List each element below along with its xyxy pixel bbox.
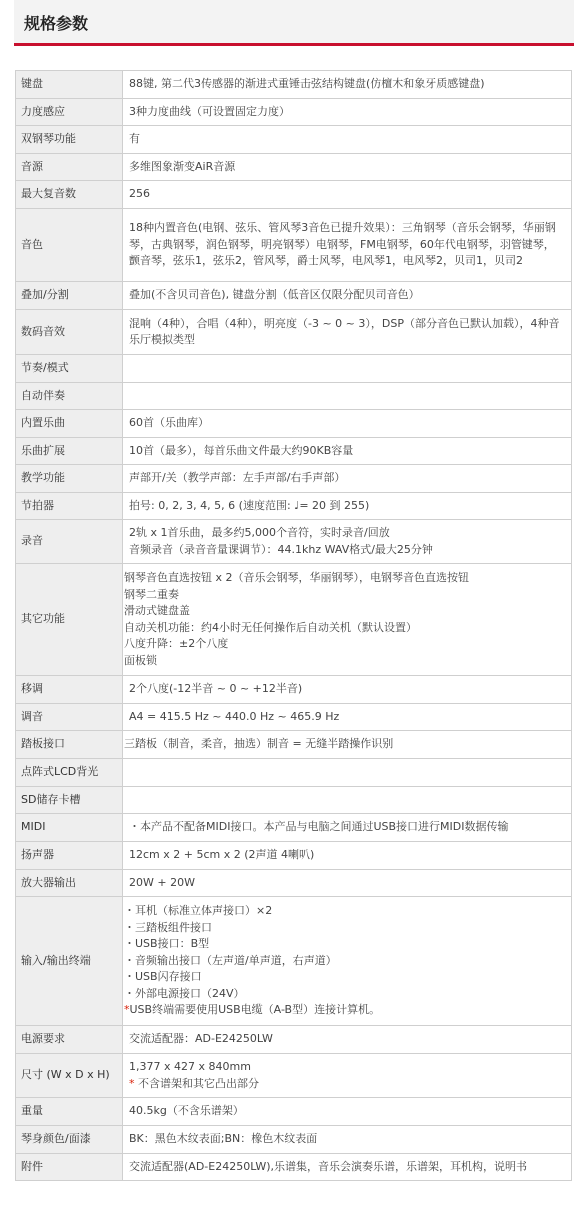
- spec-row: [16, 1026, 572, 1054]
- spec-label: 琴身颜色/面漆: [16, 1126, 123, 1154]
- spec-label: 数码音效: [16, 310, 123, 355]
- spec-label: 扬声器: [16, 842, 123, 870]
- spec-value: [123, 493, 572, 520]
- spec-value: [123, 209, 572, 282]
- spec-label: 双钢琴功能: [16, 126, 123, 154]
- spec-row: [16, 870, 572, 897]
- spec-row: [16, 1098, 572, 1126]
- spec-value: [123, 355, 572, 383]
- spec-value: [123, 181, 572, 209]
- spec-row: [16, 842, 572, 870]
- spec-value: [123, 282, 572, 310]
- spec-label: 电源要求: [16, 1026, 123, 1054]
- spec-value-line: 钢琴音色直选按钮 x 2（音乐会钢琴，华丽钢琴），电钢琴音色直选按钮: [124, 571, 469, 584]
- section-header: [14, 0, 574, 46]
- spec-row: [16, 282, 572, 310]
- spec-value-line: 交流适配器：AD-E24250LW: [129, 1032, 273, 1046]
- spec-row: [16, 1054, 572, 1098]
- spec-row: [16, 787, 572, 814]
- spec-value-line: 三踏板（制音，柔音，抽选）制音 = 无缝半踏操作识别: [124, 737, 394, 751]
- spec-label: 内置乐曲: [16, 410, 123, 438]
- spec-value: [123, 759, 572, 787]
- spec-label: 自动伴奏: [16, 383, 123, 410]
- spec-row: [16, 1126, 572, 1154]
- spec-label: SD储存卡槽: [16, 787, 123, 814]
- spec-row: [16, 520, 572, 564]
- spec-value-line: 60首（乐曲库）: [129, 416, 209, 430]
- spec-value-line: 拍号: 0, 2, 3, 4, 5, 6 (速度范围: ♩= 20 到 255): [129, 498, 370, 512]
- spec-label: 音源: [16, 154, 123, 181]
- spec-row: [16, 181, 572, 209]
- spec-row: [16, 154, 572, 181]
- spec-row: [16, 355, 572, 383]
- spec-value-line: 88键, 第二代3传感器的渐进式重锤击弦结构键盘(仿檀木和象牙质感键盘): [129, 77, 485, 91]
- spec-value-line: ・USB闪存接口: [124, 970, 202, 984]
- spec-row: [16, 759, 572, 787]
- spec-value-line: 混响（4种），合唱（4种），明亮度（-3 ~ 0 ~ 3），DSP（部分音色已默认加载），4种音乐厅模拟类型: [129, 316, 560, 346]
- spec-value-line: 12cm x 2 + 5cm x 2 (2声道 4喇叭): [129, 848, 315, 862]
- spec-value-line: 声部开/关（教学声部：左手声部/右手声部）: [129, 471, 346, 485]
- spec-row: [16, 493, 572, 520]
- spec-row: [16, 564, 572, 676]
- spec-row: [16, 704, 572, 731]
- spec-value: [123, 154, 572, 181]
- spec-value-line: 2个八度(-12半音 ~ 0 ~ +12半音): [129, 682, 303, 696]
- spec-value-line: BK：黑色木纹表面;BN：橡色木纹表面: [129, 1132, 318, 1146]
- spec-row: [16, 897, 572, 1026]
- spec-label: 乐曲扩展: [16, 438, 123, 465]
- spec-value-line: *USB终端需要使用USB电缆（A-B型）连接计算机。: [124, 1003, 381, 1017]
- spec-value: [123, 438, 572, 465]
- spec-label: 踏板接口: [16, 731, 123, 759]
- spec-table-body: [16, 71, 572, 1181]
- spec-label: 录音: [16, 520, 123, 564]
- spec-value-line: A4 = 415.5 Hz ~ 440.0 Hz ~ 465.9 Hz: [129, 709, 340, 723]
- spec-value: [123, 383, 572, 410]
- spec-value: [123, 1098, 572, 1126]
- spec-value-line: ・外部电源接口（24V）: [124, 986, 245, 1000]
- spec-row: [16, 71, 572, 99]
- spec-value: [123, 410, 572, 438]
- spec-value-line: ・耳机（标准立体声接口）×2: [124, 904, 273, 918]
- spec-row: [16, 99, 572, 126]
- spec-label: 移调: [16, 676, 123, 704]
- spec-row: [16, 209, 572, 282]
- spec-table: [15, 70, 572, 1181]
- spec-value-line: 256: [129, 187, 150, 201]
- spec-value-line: ・三踏板组件接口: [124, 920, 212, 934]
- spec-value-line: 18种内置音色(电钢、弦乐、管风琴3音色已提升效果）：三角钢琴（音乐会钢琴，华丽钢琴，古典钢琴，润色钢琴，明亮钢琴）电钢琴，FM电钢琴，60年代电钢琴，羽管键琴，颤音琴，弦乐1，弦乐2，管风琴，爵士风琴，电风琴1，电风琴2，贝司1，贝司2: [129, 221, 556, 268]
- spec-value: [123, 731, 572, 759]
- spec-value-line: 3种力度曲线（可设置固定力度）: [129, 104, 290, 118]
- spec-row: [16, 438, 572, 465]
- spec-row: [16, 126, 572, 154]
- spec-label: 尺寸 (W x D x H): [16, 1054, 123, 1098]
- spec-value: [123, 897, 572, 1026]
- spec-label: 节拍器: [16, 493, 123, 520]
- spec-value: [123, 676, 572, 704]
- spec-value: [123, 842, 572, 870]
- spec-value: [123, 814, 572, 842]
- spec-row: [16, 465, 572, 493]
- spec-value-line: 音频录音（录音音量课调节）：44.1khz WAV格式/最大25分钟: [129, 542, 433, 556]
- spec-value: [123, 564, 572, 676]
- spec-value: [123, 704, 572, 731]
- spec-row: [16, 410, 572, 438]
- spec-value-line: ・USB接口：B型: [124, 937, 210, 951]
- spec-value: [123, 71, 572, 99]
- spec-label: 最大复音数: [16, 181, 123, 209]
- page-title: 规格参数: [24, 14, 89, 33]
- spec-value-line: 交流适配器(AD-E24250LW),乐谱集，音乐会演奏乐谱，乐谱架，耳机构，说明书: [129, 1159, 527, 1173]
- spec-value-line: 10首（最多），每首乐曲文件最大约90KB容量: [129, 443, 354, 457]
- spec-label: 叠加/分割: [16, 282, 123, 310]
- spec-value-line: 1,377 x 427 x 840mm: [129, 1060, 251, 1073]
- spec-value-line: 40.5kg（不含乐谱架）: [129, 1104, 244, 1118]
- spec-label: 调音: [16, 704, 123, 731]
- spec-label: 重量: [16, 1098, 123, 1126]
- spec-value-line: 叠加(不含贝司音色), 键盘分割（低音区仅限分配贝司音色）: [129, 288, 420, 302]
- spec-value: [123, 1054, 572, 1098]
- spec-value: [123, 870, 572, 897]
- spec-label: MIDI: [16, 814, 123, 842]
- spec-label: 力度感应: [16, 99, 123, 126]
- spec-label: 输入/输出终端: [16, 897, 123, 1026]
- spec-label: 附件: [16, 1154, 123, 1181]
- spec-label: 键盘: [16, 71, 123, 99]
- spec-row: [16, 814, 572, 842]
- spec-value-line: 滑动式键盘盖: [124, 604, 190, 617]
- spec-value-line: ・本产品不配备MIDI接口。本产品与电脑之间通过USB接口进行MIDI数据传输: [129, 820, 509, 834]
- spec-value: [123, 787, 572, 814]
- spec-value-line: 八度升降：±2个八度: [124, 637, 229, 650]
- spec-value: [123, 310, 572, 355]
- spec-label: 放大器输出: [16, 870, 123, 897]
- spec-value: [123, 1026, 572, 1054]
- spec-value: [123, 520, 572, 564]
- spec-value-line: 多维图象渐变AiR音源: [129, 159, 236, 173]
- spec-row: [16, 310, 572, 355]
- spec-value: [123, 1154, 572, 1181]
- spec-value-line: 自动关机功能：约4小时无任何操作后自动关机（默认设置）: [124, 620, 417, 634]
- spec-value-line: ・音频输出接口（左声道/单声道，右声道）: [124, 953, 337, 967]
- spec-label: 点阵式LCD背光: [16, 759, 123, 787]
- spec-value: [123, 1126, 572, 1154]
- spec-value: [123, 465, 572, 493]
- spec-value-line: 2轨 x 1首乐曲，最多约5,000个音符，实时录音/回放: [129, 526, 390, 539]
- spec-row: [16, 676, 572, 704]
- spec-label: 节奏/模式: [16, 355, 123, 383]
- spec-label: 教学功能: [16, 465, 123, 493]
- spec-value-line: 20W + 20W: [129, 875, 195, 889]
- spec-value-line: 钢琴二重奏: [124, 587, 179, 601]
- spec-row: [16, 383, 572, 410]
- spec-value: [123, 126, 572, 154]
- spec-label: 音色: [16, 209, 123, 282]
- spec-row: [16, 1154, 572, 1181]
- spec-value-line: * 不含谱架和其它凸出部分: [129, 1076, 259, 1090]
- spec-value-line: 面板锁: [124, 653, 157, 667]
- spec-value: [123, 99, 572, 126]
- spec-value-line: 有: [129, 132, 140, 146]
- spec-row: [16, 731, 572, 759]
- spec-label: 其它功能: [16, 564, 123, 676]
